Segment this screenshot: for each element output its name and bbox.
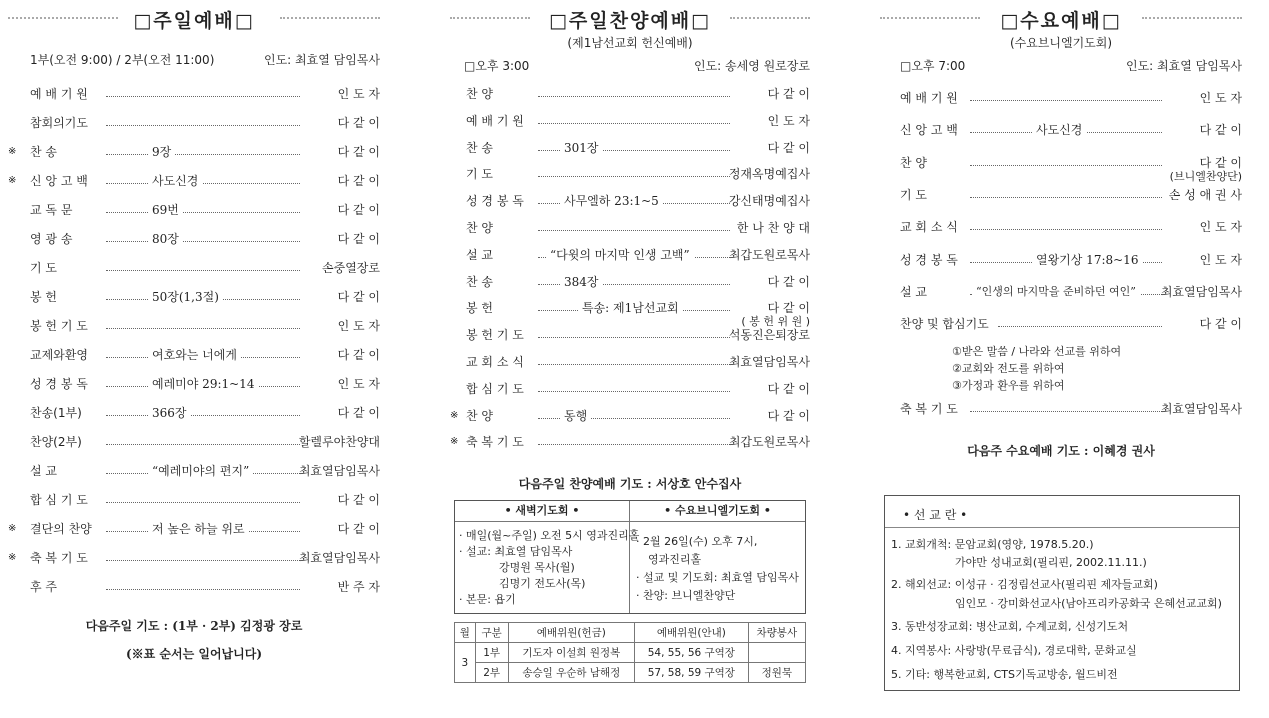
order-item-person: 다 같 이 [337,348,380,362]
order-item [8,491,380,509]
order-item-name: 신 앙 고 백 [30,174,88,188]
order-item [8,346,380,364]
order-item-name: 봉 헌 [30,290,57,304]
order-item-person: 손중열장로 [322,261,380,275]
order-item-name: 예 배 기 원 [466,113,524,128]
order-item-name: 교 회 소 식 [900,220,958,235]
service-leader: 인도: 송세영 원로장로 [693,59,810,73]
order-item [880,121,1242,139]
next-prayer: 다음주일 찬양예배 기도 : 서상호 안수집사 [518,477,742,491]
order-item-person: 할렐루야찬양대 [298,435,380,449]
service-time: □오후 7:00 [900,59,966,73]
order-item-person: 다 같 이 [767,140,810,155]
order-item-detail: 384장 [560,273,603,291]
standing-mark: ※ [450,436,459,448]
order-item [450,299,810,329]
prayer-topic: ②교회와 전도를 위하여 [952,362,1065,375]
order-item [880,89,1242,107]
order-item-name: 찬 송 [30,145,57,159]
dotted-leader [538,230,730,231]
order-item-person: 인 도 자 [337,319,380,333]
order-item-detail: 사도신경 [148,172,202,190]
order-item-detail: 사무엘하 23:1~5 [560,192,663,210]
standing-mark: ※ [8,146,17,157]
order-item-name: 결단의 찬양 [30,522,92,536]
order-item-person: 다 같 이 [767,274,810,289]
table-cell [748,643,805,663]
dotted-leader [538,337,730,338]
order-item [450,246,810,264]
mission-header: • 선 교 란 • [903,508,968,522]
mission-divider [885,527,1239,528]
order-item-detail: 저 높은 하늘 위로 [148,520,249,538]
order-item-name: 예 배 기 원 [30,87,88,101]
title-divider [1142,17,1242,19]
order-item [450,192,810,210]
order-item [450,407,810,425]
order-item-name: 찬양 및 합심기도 [900,317,989,332]
order-item-name: 영 광 송 [30,232,73,246]
order-item-person: 다 같 이 [337,406,380,420]
dotted-leader [106,560,300,561]
table-row [455,643,806,663]
order-item-person: 다 같 이 [1199,123,1242,138]
service-times: 1부(오전 9:00) / 2부(오전 11:00) [30,53,215,67]
order-item [8,230,380,248]
order-item-person: 정재옥명예집사 [728,167,810,182]
order-item [880,283,1242,301]
table-cell: 54, 55, 56 구역장 [635,643,749,663]
order-item-detail: 사도신경 [1032,121,1086,139]
order-item [450,112,810,130]
order-item-person: 반 주 자 [337,580,380,594]
table-header: 예배위원(헌금) [508,623,635,643]
order-item-name: 성 경 봉 독 [30,377,88,391]
standing-note: (※표 순서는 일어납니다) [125,647,263,661]
order-item-person: 다 같 이 [337,116,380,130]
order-item-person: 다 같 이 [1199,155,1242,170]
order-item-person: 최갑도원로목사 [728,435,810,450]
standing-mark: ※ [8,552,17,563]
sunday-worship-column [8,0,380,718]
order-item [880,186,1242,204]
order-item-detail: 301장 [560,139,603,157]
dotted-leader [538,176,730,177]
order-item [8,288,380,306]
order-item-person: 인 도 자 [1199,91,1242,105]
wednesday-line: · 2월 26일(수) 오후 7시, [636,535,758,548]
order-item [450,326,810,344]
dotted-leader [106,444,300,445]
praise-worship-title: □주일찬양예배□ [548,10,712,32]
order-item [8,143,380,161]
order-item-person: 다 같 이 [767,381,810,396]
order-item [8,201,380,219]
order-item-person: 최효열담임목사 [298,551,380,565]
dawn-line: · 설교: 최효열 담임목사 [459,545,573,558]
order-item-name: 찬 송 [466,140,493,155]
dotted-leader [106,241,300,242]
order-item-person: 인 도 자 [1199,220,1242,235]
order-item-name: 찬 양 [466,408,493,423]
prayer-topic: ③가정과 환우를 위하여 [952,379,1065,392]
order-item-detail: “인생의 마지막을 준비하던 여인” [972,283,1140,301]
order-item [8,85,380,103]
dotted-leader [106,125,300,126]
order-item-person: 최효열담임목사 [1160,284,1242,299]
order-item-detail: “예레미야의 편지” [148,462,253,480]
table-cell: 송승일 우순하 남해정 [508,663,635,683]
dotted-leader [538,364,730,365]
dotted-leader [538,123,730,124]
wednesday-prayer-header: • 수요브니엘기도회 • [630,501,805,522]
service-leader: 인도: 최효열 담임목사 [263,53,380,67]
order-item [8,114,380,132]
order-item-person: 최효열담임목사 [298,464,380,478]
mission-line: 2. 해외선교: 이성규 · 김정림선교사(필리핀 제자들교회) [891,578,1158,591]
order-item-name: 합 심 기 도 [466,381,524,396]
service-time: □오후 3:00 [464,59,530,73]
dotted-leader [970,197,1162,198]
order-item [8,549,380,567]
order-item-person: 인 도 자 [337,377,380,391]
order-item-detail: 열왕기상 17:8~16 [1032,251,1142,269]
order-item [450,353,810,371]
order-item [8,259,380,277]
order-item [8,520,380,538]
order-item-name: 축 복 기 도 [900,402,958,416]
order-item-name: 합 심 기 도 [30,493,88,507]
title-divider [730,17,810,19]
dotted-leader [106,183,300,184]
order-item-name: 찬양(2부) [30,435,82,449]
table-cell: 기도자 이설희 원정복 [508,643,635,663]
order-item [450,139,810,157]
service-volunteer-table [454,622,806,683]
dotted-leader [106,589,300,590]
dotted-leader [106,415,300,416]
order-item-person: 최효열담임목사 [1160,402,1242,416]
order-item-detail: 9장 [148,143,175,161]
prayer-meeting-box [454,500,806,614]
dotted-leader [106,212,300,213]
prayer-topic: ①받은 말씀 / 나라와 선교를 위하여 [952,345,1122,358]
order-item-name: 봉 헌 기 도 [30,319,88,333]
table-header: 월 [455,623,476,643]
dotted-leader [106,328,300,329]
order-item [8,578,380,596]
order-item-name: 찬 송 [466,274,493,289]
table-cell-month: 3 [455,643,476,683]
table-header: 차량봉사 [748,623,805,643]
order-item-detail: 80장 [148,230,183,248]
order-item-detail: 366장 [148,404,191,422]
dotted-leader [106,96,300,97]
order-item-person: 다 같 이 [337,232,380,246]
order-item-detail: 여호와는 너에게 [148,346,241,364]
order-item [450,165,810,183]
order-item-person: 다 같 이 [767,408,810,423]
order-item [450,380,810,398]
dawn-line: · 본문: 욥기 [459,593,516,606]
order-item-person: 인 도 자 [337,87,380,101]
dawn-line: · 매일(월~주일) 오전 5시 영과진리홀 [459,529,640,542]
dotted-leader [538,444,730,445]
order-item [880,315,1242,333]
order-item [8,404,380,422]
dotted-leader [970,229,1162,230]
order-item-name: 참회의기도 [30,116,88,130]
order-item-name: 축 복 기 도 [466,435,524,450]
order-item [880,154,1242,183]
mission-line: 가야만 성내교회(필리핀, 2002.11.11.) [955,556,1147,569]
mission-line: 임인모 · 강미화선교사(남아프리카공화국 은혜선교교회) [955,597,1222,610]
order-item-person: 다 같 이 [337,145,380,159]
order-item [880,218,1242,236]
standing-mark: ※ [450,409,459,421]
order-item-person: 다 같 이 [1199,317,1242,332]
order-item-name: 설 교 [900,284,927,299]
order-item-blessing [880,400,1242,418]
order-item-name: 성 경 봉 독 [900,252,958,267]
order-item [880,251,1242,269]
order-item-name: 기 도 [900,187,927,202]
wednesday-line: · 설교 및 기도회: 최효열 담임목사 [636,571,799,584]
order-item-name: 신 앙 고 백 [900,123,958,138]
next-prayer: 다음주 수요예배 기도 : 이혜경 권사 [967,444,1155,458]
order-item-person: 인 도 자 [767,113,810,128]
table-header-row [455,623,806,643]
order-item-person-note: ( 봉 헌 위 원 ) [741,315,810,329]
order-item [450,85,810,103]
order-item-name: 기 도 [466,167,493,182]
order-item-detail: 동행 [560,407,591,425]
praise-worship-subtitle: (제1남선교회 헌신예배) [567,36,693,50]
mission-line: 5. 기타: 행복한교회, CTS기독교방송, 월드비전 [891,668,1118,681]
order-item [450,433,810,451]
order-item-name: 설 교 [466,247,493,262]
order-item-name: 찬 양 [466,87,493,101]
order-item-name: 교 회 소 식 [466,355,524,369]
dotted-leader [970,165,1162,166]
mission-line: 3. 동반성장교회: 병산교회, 수계교회, 신성기도처 [891,620,1129,633]
dotted-leader [538,96,730,97]
order-item-name: 후 주 [30,580,57,594]
service-leader: 인도: 최효열 담임목사 [1125,59,1242,73]
order-item-detail: 69번 [148,201,183,219]
order-item-person: 다 같 이 [767,87,810,101]
table-cell: 57, 58, 59 구역장 [635,663,749,683]
table-cell: 정원묵 [748,663,805,683]
table-row [455,663,806,683]
order-item [450,273,810,291]
order-item-person: 다 같 이 [337,290,380,304]
dotted-leader [998,326,1162,327]
order-item-person: 다 같 이 [337,174,380,188]
order-item [8,462,380,480]
table-header: 구분 [475,623,508,643]
dawn-prayer-panel [455,501,640,613]
title-divider [280,17,380,19]
order-item-person-note: (브니엘찬양단) [1169,169,1242,183]
order-item-person: 다 같 이 [337,203,380,217]
order-item-detail: 특송: 제1남선교회 [578,299,683,317]
dotted-leader [970,411,1162,412]
wednesday-worship-subtitle: (수요브니엘기도회) [1009,36,1113,50]
order-item-name: 찬송(1부) [30,406,82,420]
order-item-person: 석동진은퇴장로 [728,328,810,343]
sunday-worship-title: □주일예배□ [133,10,255,32]
order-item-detail: 예레미야 29:1~14 [148,375,258,393]
order-item-person: 강신태명예집사 [728,194,810,209]
mission-line: 4. 지역봉사: 사랑방(무료급식), 경로대학, 문화교실 [891,644,1137,657]
order-item-name: 찬 양 [900,155,927,170]
order-item-name: 축 복 기 도 [30,551,88,565]
order-item-person: 다 같 이 [337,493,380,507]
dotted-leader [106,154,300,155]
wednesday-worship-column [880,0,1242,718]
order-item-person: 인 도 자 [1199,252,1242,267]
order-item-name: 예 배 기 원 [900,91,958,105]
order-item-detail: “다윗의 마지막 인생 고백” [546,246,694,264]
dawn-prayer-header: • 새벽기도회 • [455,501,629,522]
order-item-person: 한 나 찬 양 대 [736,221,810,235]
wednesday-line: 영과진리홀 [648,553,702,566]
standing-mark: ※ [8,175,17,186]
table-cell: 1부 [475,643,508,663]
wednesday-line: · 찬양: 브니엘찬양단 [636,589,736,602]
mission-box [884,495,1240,691]
dotted-leader [538,391,730,392]
standing-mark: ※ [8,523,17,534]
order-item [8,375,380,393]
order-item-name: 성 경 봉 독 [466,194,524,209]
table-header: 예배위원(안내) [635,623,749,643]
order-item-name: 봉 헌 기 도 [466,328,524,343]
order-item-name: 봉 헌 [466,301,493,316]
table-cell: 2부 [475,663,508,683]
order-item-person: 최갑도원로목사 [728,247,810,262]
dawn-line: 김명기 전도사(목) [499,577,586,590]
order-item-person: 다 같 이 [767,301,810,316]
order-item-name: 찬 양 [466,221,493,235]
order-item-person: 최효열담임목사 [728,355,810,369]
order-item [8,172,380,190]
order-item-name: 기 도 [30,261,57,275]
dotted-leader [106,502,300,503]
order-item-name: 설 교 [30,464,57,478]
dawn-line: 강명원 목사(월) [499,561,575,574]
sunday-praise-worship-column [450,0,810,718]
dotted-leader [970,100,1162,101]
order-item [450,219,810,237]
dotted-leader [106,270,300,271]
order-item-name: 교제와환영 [30,348,88,362]
order-item [8,433,380,451]
next-prayer: 다음주일 기도 : (1부 · 2부) 김정광 장로 [85,619,303,633]
wednesday-worship-title: □수요예배□ [1000,10,1122,32]
mission-line: 1. 교회개척: 문암교회(영양, 1978.5.20.) [891,538,1094,551]
order-item-person: 다 같 이 [337,522,380,536]
order-item-name: 교 독 문 [30,203,73,217]
order-item [8,317,380,335]
order-item-detail: 50장(1,3절) [148,288,223,306]
order-item-person: 손 성 애 권 사 [1168,187,1242,202]
wednesday-prayer-panel [630,501,805,613]
